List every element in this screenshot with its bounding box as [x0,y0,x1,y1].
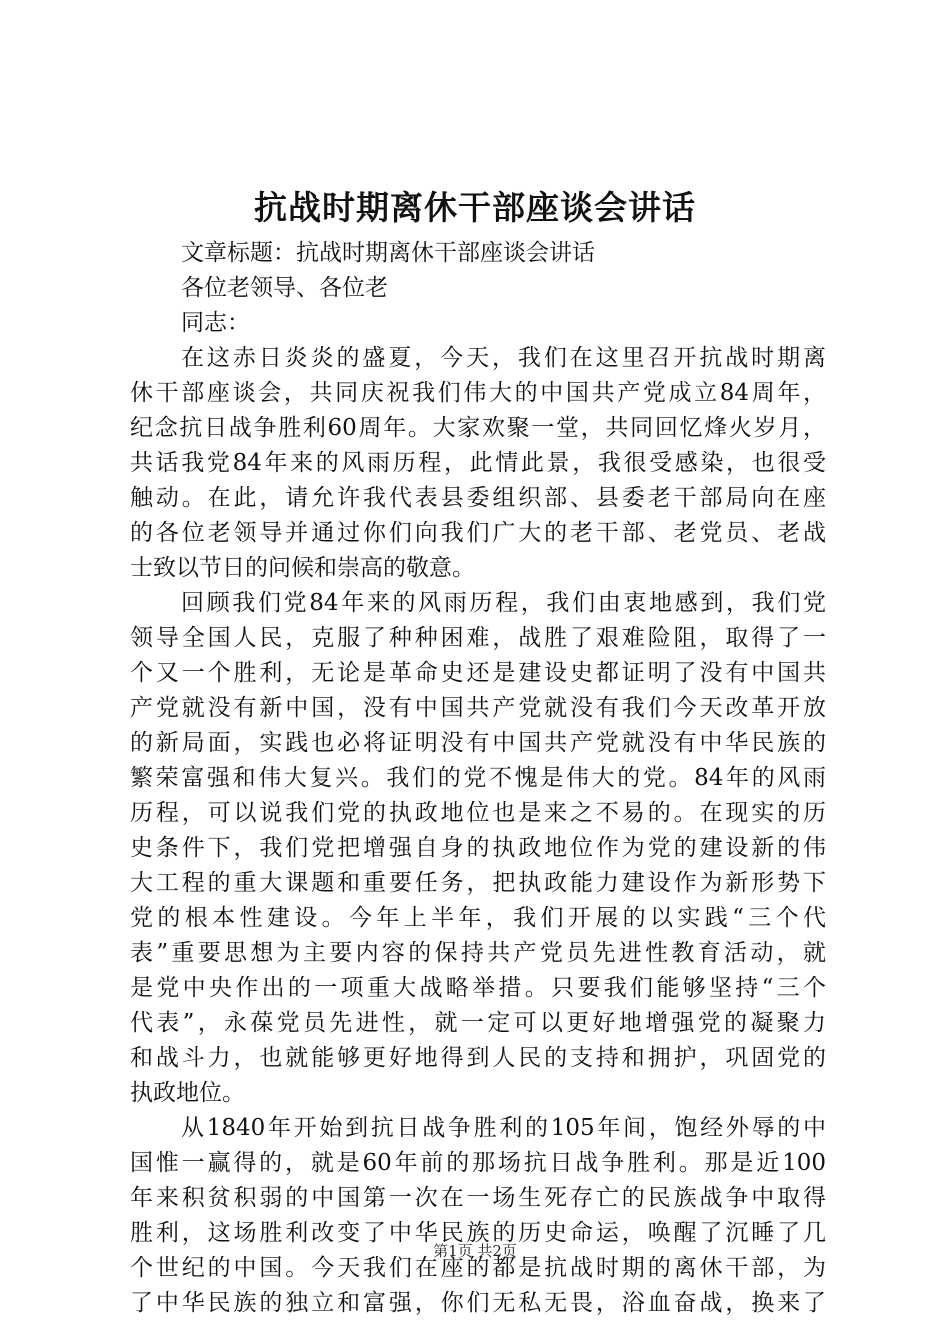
text-line: 纪念抗日战争胜利60周年。大家欢聚一堂，共同回忆烽火岁月， [130,415,826,441]
text-line: 国惟一赢得的，就是60年前的那场抗日战争胜利。那是近100 [130,1150,826,1176]
text-line: 是党中央作出的一项重大战略举措。只要我们能够坚持“三个 [130,975,826,1001]
text-line: 共话我党84年来的风雨历程，此情此景，我很受感染，也很受 [130,450,826,476]
text-line: 表”重要思想为主要内容的保持共产党员先进性教育活动，就 [130,940,826,966]
text-line: 大工程的重大课题和重要任务，把执政能力建设作为新形势下 [130,870,826,896]
text-line: 从1840年开始到抗日战争胜利的105年间，饱经外辱的中 [181,1115,826,1141]
text-line: 党的根本性建设。今年上半年，我们开展的以实践“三个代 [130,905,826,931]
text-line: 年来积贫积弱的中国第一次在一场生死存亡的民族战争中取得 [130,1185,826,1211]
text-line: 文章标题：抗战时期离休干部座谈会讲话 [181,240,595,266]
text-line: 产党就没有新中国，没有中国共产党就没有我们今天改革开放 [130,695,826,721]
text-line: 回顾我们党84年来的风雨历程，我们由衷地感到，我们党 [181,590,826,616]
text-line: 了中华民族的独立和富强，你们无私无畏，浴血奋战，换来了 [130,1290,826,1316]
text-line: 在这赤日炎炎的盛夏，今天，我们在这里召开抗战时期离 [181,345,826,371]
text-line: 和战斗力，也就能够更好地得到人民的支持和拥护，巩固党的 [130,1045,826,1071]
text-line: 繁荣富强和伟大复兴。我们的党不愧是伟大的党。84年的风雨 [130,765,826,791]
text-line: 休干部座谈会，共同庆祝我们伟大的中国共产党成立84周年， [130,380,826,406]
text-line: 胜利，这场胜利改变了中华民族的历史命运，唤醒了沉睡了几 [130,1220,826,1246]
document-body [130,236,826,1321]
document-title: 抗战时期离休干部座谈会讲话 [254,188,696,227]
text-line: 领导全国人民，克服了种种困难，战胜了艰难险阻，取得了一 [130,625,826,651]
text-line: 执政地位。 [130,1080,245,1106]
page-footer: 第1页 共2页 [433,1242,517,1260]
text-line: 各位老领导、各位老 [181,275,388,301]
text-line: 士致以节日的问候和崇高的敬意。 [130,555,475,581]
text-line: 个又一个胜利，无论是革命史还是建设史都证明了没有中国共 [130,660,826,686]
text-line: 个世纪的中国。今天我们在座的都是抗战时期的离休干部，为 [130,1255,826,1281]
text-line: 的各位老领导并通过你们向我们广大的老干部、老党员、老战 [130,520,826,546]
text-line: 历程，可以说我们党的执政地位也是来之不易的。在现实的历 [130,800,826,826]
text-line: 同志： [181,310,250,336]
text-line: 代表”，永葆党员先进性，就一定可以更好地增强党的凝聚力 [130,1010,826,1036]
text-line: 的新局面，实践也必将证明没有中国共产党就没有中华民族的 [130,730,826,756]
text-line: 触动。在此，请允许我代表县委组织部、县委老干部局向在座 [130,485,826,511]
text-line: 史条件下，我们党把增强自身的执政地位作为党的建设新的伟 [130,835,826,861]
